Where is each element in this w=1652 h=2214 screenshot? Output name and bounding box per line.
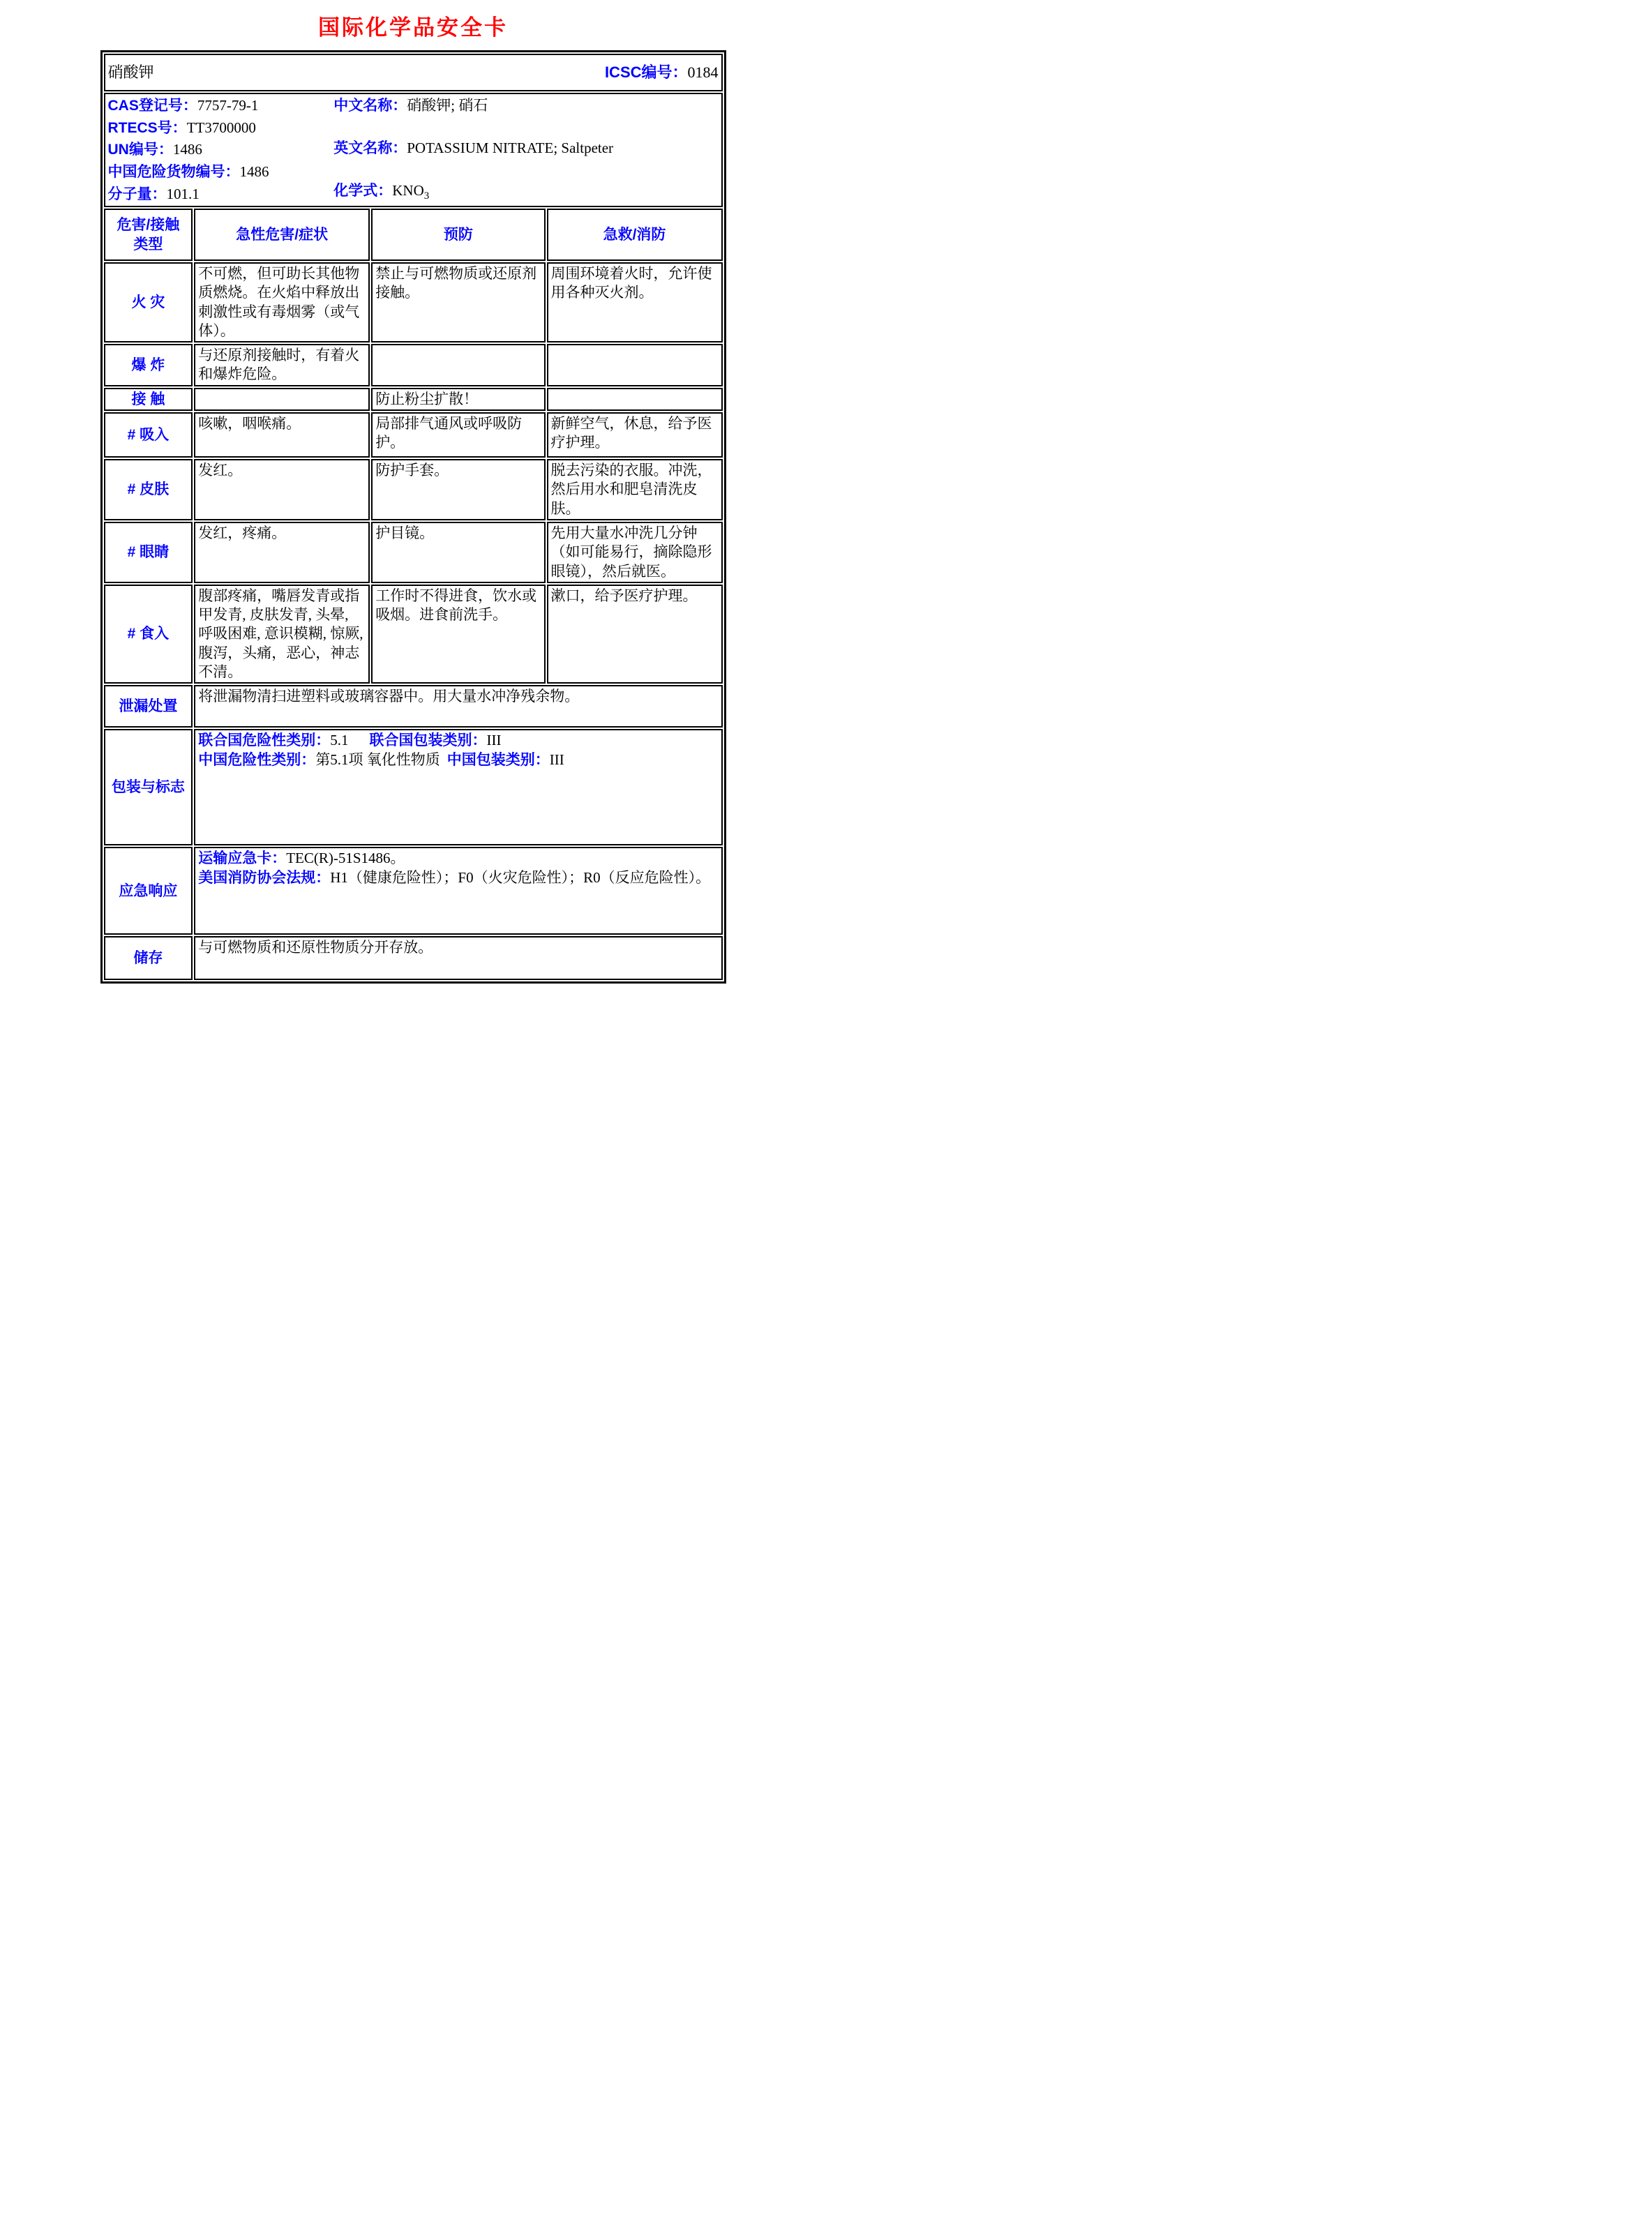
identifier-list-right [333, 95, 718, 205]
hazard-type-header: 危害/接触 类型 [104, 209, 193, 261]
icsc-number-value: 0184 [687, 63, 719, 81]
hazard-type-label: # 皮肤 [104, 459, 193, 520]
cn-classification-line: 中国危险性类别：第5.1项 氧化性物质 中国包装类别：III [198, 751, 564, 768]
symptoms-cell: 不可燃，但可助长其他物质燃烧。在火焰中释放出刺激性或有毒烟雾（或气体）。 [194, 262, 370, 342]
emergency-text [194, 847, 722, 935]
first-aid-header: 急救/消防 [547, 209, 723, 261]
cas-number-line: CAS登记号：7757-79-1 [107, 97, 259, 114]
molecular-weight-line: 分子量：101.1 [107, 185, 200, 202]
icsc-card-table [100, 50, 726, 984]
row-packaging [104, 729, 723, 845]
prevention-cell: 局部排气通风或呼吸防护。 [371, 412, 545, 458]
first-aid-cell: 新鲜空气，休息，给予医疗护理。 [547, 412, 723, 458]
hazard-type-label: # 食入 [104, 585, 193, 684]
symptoms-cell: 与还原剂接触时，有着火和爆炸危险。 [194, 344, 370, 386]
hazard-type-label: # 吸入 [104, 412, 193, 458]
spill-label: 泄漏处置 [104, 685, 193, 728]
nfpa-line: 美国消防协会法规：H1（健康危险性）；F0（火灾危险性）；R0（反应危险性）。 [198, 868, 711, 886]
first-aid-cell: 周围环境着火时，允许使用各种灭火剂。 [547, 262, 723, 342]
symptoms-cell: 发红，疼痛。 [194, 522, 370, 583]
symptoms-cell: 发红。 [194, 459, 370, 520]
row-identifiers [104, 93, 723, 207]
hazard-type-label: 火 灾 [104, 262, 193, 342]
packaging-label: 包装与标志 [104, 729, 193, 845]
hazard-type-label: # 眼睛 [104, 522, 193, 583]
row-storage [104, 936, 723, 980]
prevention-cell: 防护手套。 [371, 459, 545, 520]
prevention-cell: 护目镜。 [371, 522, 545, 583]
row-exposure [104, 388, 723, 411]
identifier-list-left [108, 95, 334, 205]
prevention-cell: 禁止与可燃物质或还原剂接触。 [371, 262, 545, 342]
hazard-type-label: 接 触 [104, 388, 193, 411]
rtecs-number-line: RTECS号：TT3700000 [107, 119, 256, 136]
hazard-type-label: 爆 炸 [104, 344, 193, 386]
storage-text: 与可燃物质和还原性物质分开存放。 [194, 936, 722, 980]
formula-line: 化学式：$KNO_3$ [333, 182, 430, 202]
chinese-name-line: 中文名称：硝酸钾; 硝石 [333, 97, 488, 114]
un-number-line: UN编号：1486 [107, 141, 202, 158]
identifiers-cell [104, 93, 723, 207]
row-spill-disposal [104, 685, 723, 728]
english-name-line: 英文名称：POTASSIUM NITRATE; Saltpeter [333, 140, 614, 157]
title-bar-cell [104, 54, 723, 91]
row-eyes [104, 522, 723, 583]
un-classification-line: 联合国危险性类别：5.1 联合国包装类别：III [198, 732, 502, 749]
row-inhalation [104, 412, 723, 458]
row-explosion [104, 344, 723, 386]
first-aid-cell: 先用大量水冲洗几分钟（如可能易行，摘除隐形眼镜），然后就医。 [547, 522, 723, 583]
row-emergency-response [104, 847, 723, 935]
page-title: 国际化学品安全卡 [318, 15, 508, 40]
tec-line: 运输应急卡：TEC(R)-51S1486。 [198, 850, 405, 867]
prevention-cell: 防止粉尘扩散！ [371, 388, 545, 411]
storage-label: 储存 [104, 936, 193, 980]
prevention-cell [371, 344, 545, 386]
row-column-headers [104, 209, 723, 261]
spill-text: 将泄漏物清扫进塑料或玻璃容器中。用大量水冲净残余物。 [194, 685, 722, 728]
first-aid-cell: 脱去污染的衣服。冲洗，然后用水和肥皂清洗皮肤。 [547, 459, 723, 520]
row-ingestion [104, 585, 723, 684]
prevention-header: 预防 [371, 209, 545, 261]
symptoms-cell: 咳嗽，咽喉痛。 [194, 412, 370, 458]
china-dg-number-line: 中国危险货物编号：1486 [107, 163, 269, 181]
icsc-number-label: ICSC编号： [604, 63, 688, 81]
symptoms-cell: 腹部疼痛，嘴唇发青或指甲发青, 皮肤发青, 头晕, 呼吸困难, 意识模糊, 惊厥, 腹泻，头痛，恶心，神志不清。 [194, 585, 370, 684]
row-fire [104, 262, 723, 342]
row-title-bar [104, 54, 723, 91]
symptoms-header: 急性危害/症状 [194, 209, 370, 261]
first-aid-cell [547, 388, 723, 411]
first-aid-cell: 漱口，给予医疗护理。 [547, 585, 723, 684]
row-skin [104, 459, 723, 520]
substance-name: 硝酸钾 [107, 63, 154, 81]
prevention-cell: 工作时不得进食，饮水或吸烟。进食前洗手。 [371, 585, 545, 684]
packaging-text [194, 729, 722, 845]
symptoms-cell [194, 388, 370, 411]
emergency-label: 应急响应 [104, 847, 193, 935]
first-aid-cell [547, 344, 723, 386]
icsc-number [605, 63, 719, 83]
